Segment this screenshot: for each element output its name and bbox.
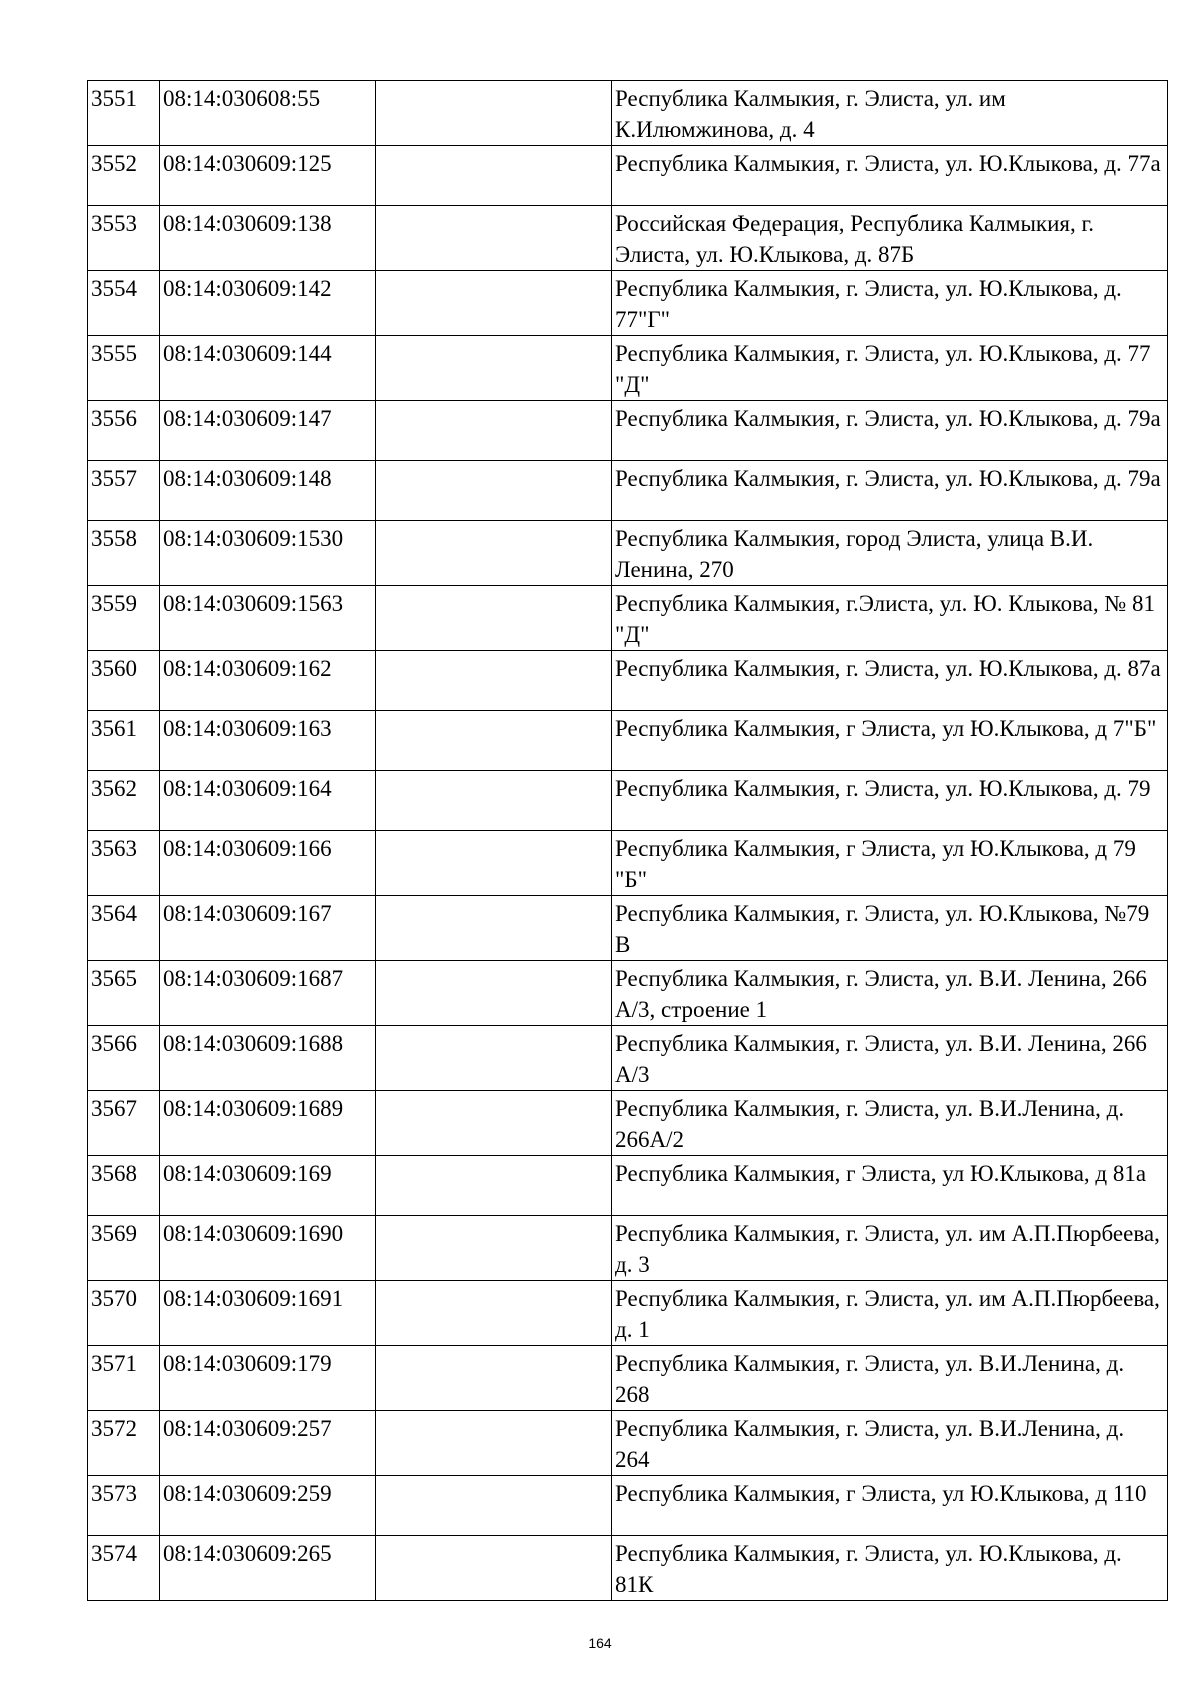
empty-cell: [376, 81, 612, 146]
empty-cell: [376, 206, 612, 271]
row-number-cell: 3561: [88, 711, 160, 771]
table-row: [88, 896, 1168, 961]
row-number-cell: 3567: [88, 1091, 160, 1156]
address-cell: Республика Калмыкия, г Элиста, ул Ю.Клыкова, д 110: [612, 1476, 1168, 1536]
table-row: [88, 651, 1168, 711]
cadastral-number-cell: 08:14:030609:265: [160, 1536, 376, 1601]
row-number-cell: 3563: [88, 831, 160, 896]
row-number-cell: 3560: [88, 651, 160, 711]
cadastral-number-cell: 08:14:030609:1690: [160, 1216, 376, 1281]
table-row: [88, 1476, 1168, 1536]
row-number-cell: 3553: [88, 206, 160, 271]
empty-cell: [376, 1281, 612, 1346]
address-cell: Республика Калмыкия, г. Элиста, ул. В.И. Ленина, 266 А/3: [612, 1026, 1168, 1091]
registry-table-body: [88, 81, 1168, 1601]
empty-cell: [376, 1216, 612, 1281]
address-cell: Республика Калмыкия, г. Элиста, ул. Ю.Клыкова, д. 87а: [612, 651, 1168, 711]
cadastral-number-cell: 08:14:030609:144: [160, 336, 376, 401]
cadastral-number-cell: 08:14:030609:138: [160, 206, 376, 271]
empty-cell: [376, 586, 612, 651]
address-cell: Республика Калмыкия, г. Элиста, ул. им А.П.Пюрбеева, д. 1: [612, 1281, 1168, 1346]
table-row: [88, 1216, 1168, 1281]
empty-cell: [376, 651, 612, 711]
address-cell: Республика Калмыкия, г. Элиста, ул. Ю.Клыкова, д. 79: [612, 771, 1168, 831]
address-cell: Республика Калмыкия, г Элиста, ул Ю.Клыкова, д 79 "Б": [612, 831, 1168, 896]
table-row: [88, 1346, 1168, 1411]
cadastral-number-cell: 08:14:030609:1689: [160, 1091, 376, 1156]
table-row: [88, 1411, 1168, 1476]
cadastral-number-cell: 08:14:030609:257: [160, 1411, 376, 1476]
cadastral-number-cell: 08:14:030609:148: [160, 461, 376, 521]
registry-table: [87, 80, 1168, 1601]
empty-cell: [376, 831, 612, 896]
cadastral-number-cell: 08:14:030609:179: [160, 1346, 376, 1411]
table-row: [88, 711, 1168, 771]
address-cell: Республика Калмыкия, г. Элиста, ул. им А.П.Пюрбеева, д. 3: [612, 1216, 1168, 1281]
row-number-cell: 3552: [88, 146, 160, 206]
table-row: [88, 401, 1168, 461]
cadastral-number-cell: 08:14:030609:1687: [160, 961, 376, 1026]
empty-cell: [376, 521, 612, 586]
empty-cell: [376, 461, 612, 521]
row-number-cell: 3571: [88, 1346, 160, 1411]
cadastral-number-cell: 08:14:030609:162: [160, 651, 376, 711]
row-number-cell: 3569: [88, 1216, 160, 1281]
cadastral-number-cell: 08:14:030609:169: [160, 1156, 376, 1216]
cadastral-number-cell: 08:14:030609:1530: [160, 521, 376, 586]
table-row: [88, 1156, 1168, 1216]
address-cell: Республика Калмыкия, город Элиста, улица В.И. Ленина, 270: [612, 521, 1168, 586]
cadastral-number-cell: 08:14:030609:163: [160, 711, 376, 771]
empty-cell: [376, 271, 612, 336]
table-row: [88, 146, 1168, 206]
cadastral-number-cell: 08:14:030609:125: [160, 146, 376, 206]
table-row: [88, 1536, 1168, 1601]
address-cell: Республика Калмыкия, г. Элиста, ул. Ю.Клыкова, д. 77а: [612, 146, 1168, 206]
empty-cell: [376, 961, 612, 1026]
empty-cell: [376, 336, 612, 401]
cadastral-number-cell: 08:14:030609:1691: [160, 1281, 376, 1346]
address-cell: Республика Калмыкия, г. Элиста, ул. В.И.Ленина, д. 264: [612, 1411, 1168, 1476]
address-cell: Республика Калмыкия, г Элиста, ул Ю.Клыкова, д 7"Б": [612, 711, 1168, 771]
page-number: 164: [588, 1635, 612, 1651]
row-number-cell: 3568: [88, 1156, 160, 1216]
table-row: [88, 271, 1168, 336]
address-cell: Республика Калмыкия, г. Элиста, ул. им К.Илюмжинова, д. 4: [612, 81, 1168, 146]
cadastral-number-cell: 08:14:030609:1688: [160, 1026, 376, 1091]
table-row: [88, 206, 1168, 271]
table-row: [88, 81, 1168, 146]
row-number-cell: 3551: [88, 81, 160, 146]
table-row: [88, 521, 1168, 586]
address-cell: Республика Калмыкия, г. Элиста, ул. Ю.Клыкова, №79 В: [612, 896, 1168, 961]
row-number-cell: 3573: [88, 1476, 160, 1536]
table-row: [88, 771, 1168, 831]
cadastral-number-cell: 08:14:030608:55: [160, 81, 376, 146]
table-row: [88, 586, 1168, 651]
table-row: [88, 831, 1168, 896]
cadastral-number-cell: 08:14:030609:167: [160, 896, 376, 961]
address-cell: Республика Калмыкия, г. Элиста, ул. Ю.Клыкова, д. 79а: [612, 401, 1168, 461]
empty-cell: [376, 1411, 612, 1476]
row-number-cell: 3557: [88, 461, 160, 521]
empty-cell: [376, 1346, 612, 1411]
empty-cell: [376, 896, 612, 961]
row-number-cell: 3574: [88, 1536, 160, 1601]
row-number-cell: 3559: [88, 586, 160, 651]
row-number-cell: 3570: [88, 1281, 160, 1346]
empty-cell: [376, 401, 612, 461]
row-number-cell: 3554: [88, 271, 160, 336]
address-cell: Республика Калмыкия, г. Элиста, ул. Ю.Клыкова, д. 77"Г": [612, 271, 1168, 336]
empty-cell: [376, 1026, 612, 1091]
table-row: [88, 336, 1168, 401]
cadastral-number-cell: 08:14:030609:164: [160, 771, 376, 831]
address-cell: Республика Калмыкия, г.Элиста, ул. Ю. Клыкова, № 81 "Д": [612, 586, 1168, 651]
row-number-cell: 3556: [88, 401, 160, 461]
cadastral-number-cell: 08:14:030609:166: [160, 831, 376, 896]
address-cell: Республика Калмыкия, г. Элиста, ул. В.И. Ленина, 266 А/3, строение 1: [612, 961, 1168, 1026]
table-row: [88, 1091, 1168, 1156]
table-row: [88, 961, 1168, 1026]
row-number-cell: 3565: [88, 961, 160, 1026]
table-row: [88, 1281, 1168, 1346]
table-row: [88, 1026, 1168, 1091]
cadastral-number-cell: 08:14:030609:147: [160, 401, 376, 461]
cadastral-number-cell: 08:14:030609:142: [160, 271, 376, 336]
empty-cell: [376, 146, 612, 206]
address-cell: Республика Калмыкия, г Элиста, ул Ю.Клыкова, д 81а: [612, 1156, 1168, 1216]
address-cell: Республика Калмыкия, г. Элиста, ул. Ю.Клыкова, д. 77 "Д": [612, 336, 1168, 401]
row-number-cell: 3572: [88, 1411, 160, 1476]
empty-cell: [376, 1091, 612, 1156]
address-cell: Республика Калмыкия, г. Элиста, ул. Ю.Клыкова, д. 81К: [612, 1536, 1168, 1601]
row-number-cell: 3566: [88, 1026, 160, 1091]
address-cell: Республика Калмыкия, г. Элиста, ул. Ю.Клыкова, д. 79а: [612, 461, 1168, 521]
row-number-cell: 3562: [88, 771, 160, 831]
table-row: [88, 461, 1168, 521]
cadastral-number-cell: 08:14:030609:259: [160, 1476, 376, 1536]
row-number-cell: 3555: [88, 336, 160, 401]
cadastral-number-cell: 08:14:030609:1563: [160, 586, 376, 651]
empty-cell: [376, 1536, 612, 1601]
row-number-cell: 3558: [88, 521, 160, 586]
empty-cell: [376, 711, 612, 771]
empty-cell: [376, 771, 612, 831]
address-cell: Российская Федерация, Республика Калмыкия, г. Элиста, ул. Ю.Клыкова, д. 87Б: [612, 206, 1168, 271]
row-number-cell: 3564: [88, 896, 160, 961]
address-cell: Республика Калмыкия, г. Элиста, ул. В.И.Ленина, д. 266А/2: [612, 1091, 1168, 1156]
empty-cell: [376, 1156, 612, 1216]
empty-cell: [376, 1476, 612, 1536]
address-cell: Республика Калмыкия, г. Элиста, ул. В.И.Ленина, д. 268: [612, 1346, 1168, 1411]
